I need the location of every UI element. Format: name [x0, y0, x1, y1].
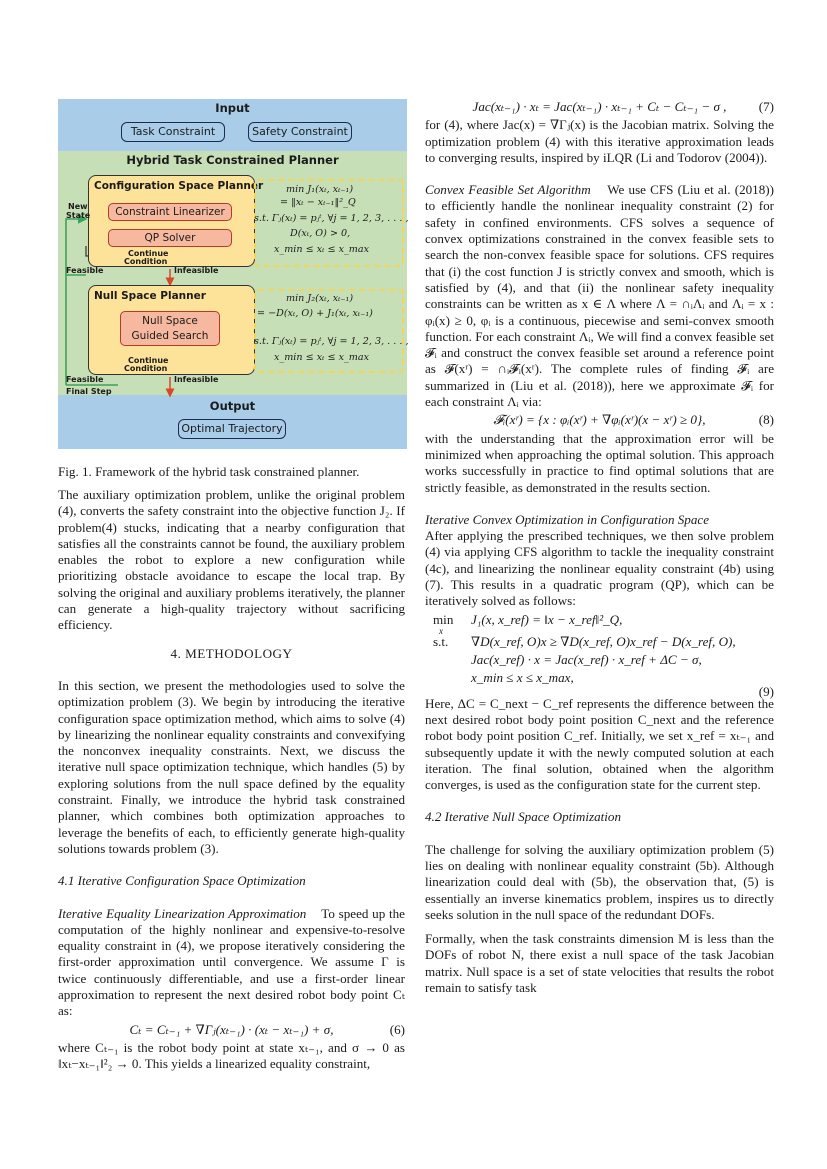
null-guided-line2: Guided Search [131, 330, 209, 342]
math1-line5: x_min ≤ xₜ ≤ x_max [274, 244, 370, 255]
eq9-line4: x_min ≤ x ≤ x_max, [471, 669, 574, 685]
right-paragraph-2-text: We use CFS (Liu et al. (2018)) to efficiently handle the nonlinear inequality constraint (2) for safety in confined environments. CFS solves a sequence of convex optimizations constrained in the convex feasible sets to search the non-convex feasible space for solutions. CFS requires that (i) the cost function J is strictly convex and smooth, which is satisfied by (4), and that (ii) the nonlinear safety inequality constraints can be written as x ∈ Λ where Λ = ∩ᵢΛᵢ and Λᵢ = x : φᵢ(x) ≥ 0, φᵢ is a continuous, piecewise and semi-convex smooth function. For each constraint Λᵢ, We will find a convex feasible set 𝓕ᵢ and construct the convex feasible set around a reference point as 𝓕(xʳ) = ∩ᵢ𝓕ᵢ(xʳ). The complete rules of finding 𝓕ᵢ are summarized in (Liu et al. (2018)), here we approximate 𝓕ᵢ for each constraint Λᵢ via: [425, 182, 774, 410]
right-paragraph-1: for (4), where Jac(x) = ∇Γⱼ(x) is the Jacobian matrix. Solving the optimization problem (4) with this iterative approximation leads to converging results, inspired by iLQR (Li and Todorov (2004)). [425, 117, 774, 165]
math2-line1: min J₂(xₜ, xₜ₋₁) [286, 293, 354, 304]
math2-line4: x_min ≤ xₜ ≤ x_max [274, 352, 370, 363]
eq9-line3: Jac(x_ref) · x = Jac(x_ref) · x_ref + ΔC − σ, [471, 651, 702, 667]
framework-figure [58, 99, 407, 449]
eq9-min: min [433, 611, 454, 627]
hybrid-planner-title: Hybrid Task Constrained Planner [126, 153, 339, 167]
right-paragraph-5: Here, ΔC = C_next − C_ref represents the difference between the next desired robot body point position C_next and the reference robot body point position C_ref. Initially, we set x_ref = xₜ₋₁ and subsequently update it with the newly computed solution at each iteration. The final solution, obtained when the algorithm converges, is used as the configuration state for the current step. [425, 695, 774, 793]
feasible-label-2: Feasible [66, 375, 104, 384]
right-paragraph-4: After applying the prescribed techniques, we then solve problem (4) via applying CFS algorithm to tackle the inequality constraint (4c), and linearizing the nonlinear equality constraint (4b) using (7). This results in a quadratic program (QP), which can be iteratively solved as follows: [425, 528, 774, 609]
new-state-label-2: State [66, 211, 91, 220]
equation-6 [58, 1022, 405, 1038]
left-paragraph-2: In this section, we present the methodologies used to solve the optimization problem (3). We begin by introducing the iterative configuration space optimization method, which aims to solve (4) by linearizing the nonlinear equality constraints and convexifying the nonconvex inequality constraints. Next, we discuss the iterative null space optimization technique, which handles (5) by exploring solutions from the null space defined by the equality constraint. Finally, we introduce the hybrid task constrained planner, which combines both optimization approaches to leverage the benefits of each, to efficiently generate high-quality solutions towards problem (3). [58, 677, 405, 856]
condition-label-2: Condition [124, 364, 168, 373]
right-paragraph-7: Formally, when the task constraints dimension M is less than the DOFs of robot N, there exist a null space of the task Jacobian matrix. Null space is a set of state velocities that results the robot remain to satisfy task [425, 931, 774, 996]
left-paragraph-3-text: To speed up the computation of the highly nonlinear and expensive-to-resolve equality constraint in (4), we propose iteratively considering the first-order approximation until convergence. We assume Γ is twice continuously differentiable, and use a first-order linear approximation to represent the next desired robot body point Cₜ as: [58, 905, 405, 1019]
eq9-line2: ∇D(x_ref, O)x ≥ ∇D(x_ref, O)x_ref − D(x_ref, O), [471, 633, 736, 649]
task-constraint-box: Task Constraint [121, 122, 225, 142]
right-paragraph-6: The challenge for solving the auxiliary optimization problem (5) lies on dealing with nonlinear equality constraint (5b). Although linearization could deal with (5b), the observation that, (5) is essentially an inverse kinematics problem, inspires us to directly seeks solution in the null space of the redundant DOFs. [425, 841, 774, 922]
equation-7-body: Jac(xₜ₋₁) · xₜ = Jac(xₜ₋₁) · xₜ₋₁ + Cₜ − Cₜ₋₁ − σ , [472, 99, 727, 114]
equation-8-body: 𝓕ᵢ(xʳ) = {x : φᵢ(xʳ) + ∇φᵢ(xʳ)(x − xʳ) ≥ 0}, [493, 412, 706, 428]
right-paragraph-2 [425, 182, 774, 410]
eq9-line1: J₁(x, x_ref) = ‖x − x_ref‖²_Q, [471, 611, 623, 627]
section-4-heading: 4. METHODOLOGY [170, 645, 293, 661]
equation-7-number: (7) [758, 99, 774, 114]
right-column [425, 99, 774, 996]
qp-solver-box: QP Solver [108, 229, 232, 247]
subsection-4-1-heading: 4.1 Iterative Configuration Space Optimization [58, 873, 306, 889]
null-space-guided-search-box [120, 311, 220, 346]
safety-constraint-box: Safety Constraint [248, 122, 352, 142]
equation-8-number: (8) [758, 412, 774, 428]
math2-line3: s.t. Γⱼ(xₜ) = pⱼᵗ, ∀j = 1, 2, 3, . . . , [254, 336, 409, 347]
config-planner-title: Configuration Space Planner [94, 180, 264, 192]
final-step-label: Final Step [66, 387, 112, 396]
para-heading-iterative-convex: Iterative Convex Optimization in Configuration Space [425, 511, 710, 527]
condition-label-1: Condition [124, 257, 168, 266]
input-title: Input [215, 101, 250, 115]
equation-6-number: (6) [389, 1021, 405, 1037]
left-column [58, 487, 405, 1073]
figure-caption: Fig. 1. Framework of the hybrid task constrained planner. [58, 464, 360, 479]
math1-line4: D(xₜ, O) > 0, [290, 228, 351, 239]
infeasible-label-1: Infeasible [174, 266, 219, 275]
subsection-4-2-heading: 4.2 Iterative Null Space Optimization [425, 809, 622, 825]
null-guided-line1: Null Space [142, 315, 198, 327]
left-paragraph-1: The auxiliary optimization problem, unlike the original problem (4), converts the safety constraint into the objective function J₂. If problem(4) stucks, indicating that a nearby configuration that satisfies all the constraints cannot be found, the auxiliary problem enables the robot to explore a new configuration while prioritizing obstacle avoidance to escape the local trap. By solving the original and auxiliary problems iteratively, the planner can generate a high-quality trajectory without sacrificing efficiency. [58, 487, 405, 633]
constraint-linearizer-box: Constraint Linearizer [108, 203, 232, 221]
new-state-label: New [68, 202, 88, 211]
math1-line2: = ‖xₜ − xₜ₋₁‖²_Q [280, 197, 356, 208]
equation-6-body: Cₜ = Cₜ₋₁ + ∇Γⱼ(xₜ₋₁) · (xₜ − xₜ₋₁) + σ, [129, 1021, 334, 1037]
null-planner-title: Null Space Planner [94, 290, 206, 302]
flow-arrows [58, 99, 407, 449]
math1-line3: s.t. Γⱼ(xₜ) = pⱼᵗ, ∀j = 1, 2, 3, . . . , [254, 213, 409, 224]
infeasible-label-2: Infeasible [174, 375, 219, 384]
feasible-label-1: Feasible [66, 266, 104, 275]
optimal-trajectory-box: Optimal Trajectory [178, 419, 286, 439]
eq9-st: s.t. [433, 633, 449, 649]
left-paragraph-4: where Cₜ₋₁ is the robot body point at state xₜ₋₁, and σ → 0 as ‖xₜ−xₜ₋₁‖²₂ → 0. This yields a linearized equality constraint, [58, 1039, 405, 1072]
math2-line2: = −D(xₜ, O) + J₁(xₜ, xₜ₋₁) [257, 308, 373, 319]
output-title: Output [209, 399, 256, 413]
para-heading-linearization: Iterative Equality Linearization Approximation [58, 905, 307, 921]
math1-line1: min J₁(xₜ, xₜ₋₁) [286, 184, 354, 195]
equation-8 [425, 412, 774, 428]
equation-9 [425, 611, 774, 699]
left-paragraph-3 [58, 906, 405, 1020]
eq9-x: x [439, 625, 443, 636]
continue-label-1: Continue [128, 249, 169, 258]
right-paragraph-3: with the understanding that the approximation error will be minimized when approaching the optimal solution. This approach works successfully in practice to find optimal solutions that are strictly feasible, as demonstrated in the results section. [425, 430, 774, 495]
equation-7 [425, 99, 774, 115]
equation-9-number: (9) [758, 683, 774, 699]
continue-label-2: Continue [128, 356, 169, 365]
para-heading-cfs: Convex Feasible Set Algorithm [425, 182, 591, 198]
